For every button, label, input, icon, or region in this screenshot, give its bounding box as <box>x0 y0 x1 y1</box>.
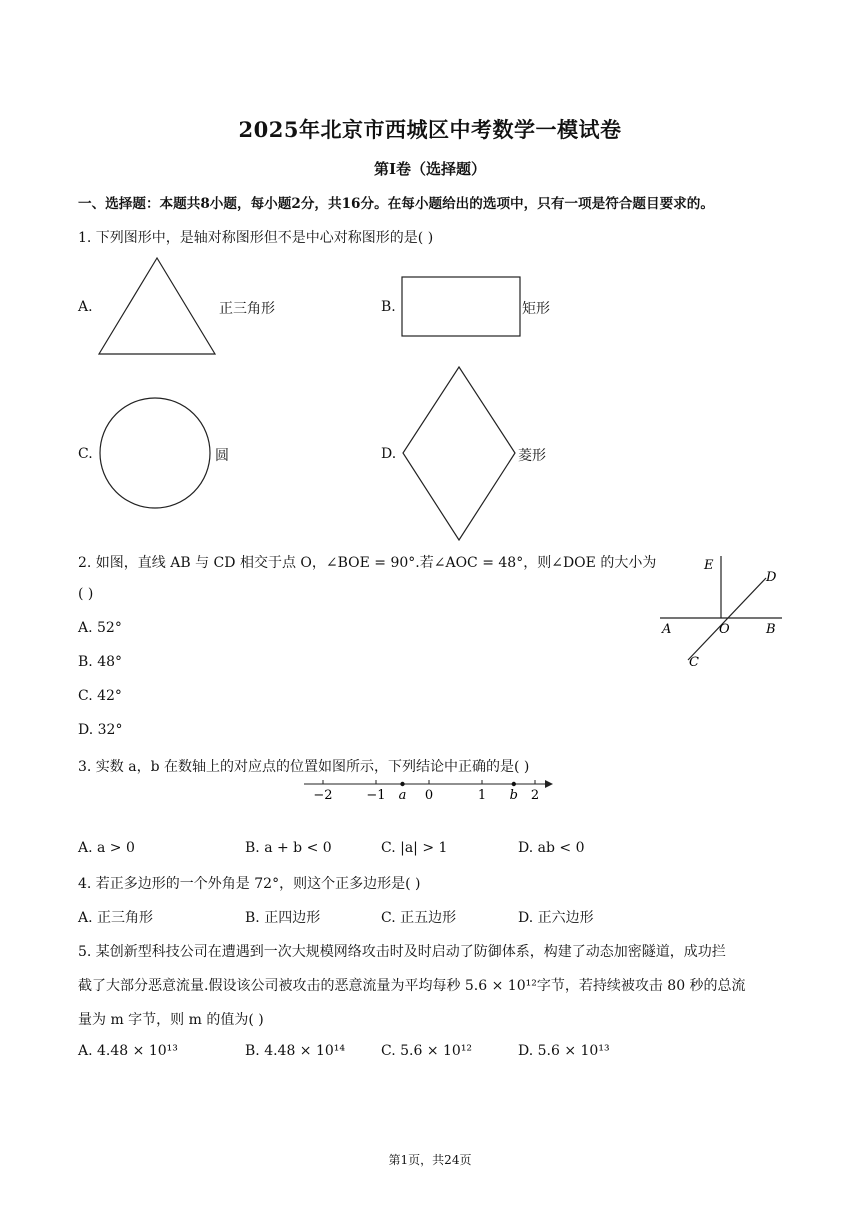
question-2-stem-line1: 2. 如图，直线 AB 与 CD 相交于点 O，∠BOE = 90°.若∠AOC = 48°，则∠DOE 的大小为 <box>78 555 657 571</box>
page-title: 2025年北京市西城区中考数学一模试卷 <box>238 117 622 142</box>
q5-option-c: C. 5.6 × 10¹² <box>381 1043 473 1059</box>
section-header: 一、选择题：本题共8小题，每小题2分，共16分。在每小题给出的选项中，只有一项是符合题目要求的。 <box>78 196 714 212</box>
number-line-point-label: a <box>398 788 407 803</box>
label-c: C <box>689 655 699 670</box>
q5-option-b: B. 4.48 × 10¹⁴ <box>245 1043 346 1059</box>
q3-option-c: C. |a| > 1 <box>381 840 448 856</box>
q4-option-d: D. 正六边形 <box>518 910 594 926</box>
section-subtitle: 第Ⅰ卷（选择题） <box>373 160 487 178</box>
q2-option-c: C. 42° <box>78 688 122 704</box>
label-a: A <box>662 622 672 637</box>
question-1-stem: 1. 下列图形中，是轴对称图形但不是中心对称图形的是( ) <box>78 230 434 246</box>
question-4-stem: 4. 若正多边形的一个外角是 72°，则这个正多边形是( ) <box>78 876 421 892</box>
q2-option-b: B. 48° <box>78 654 123 670</box>
q4-option-c: C. 正五边形 <box>381 910 457 926</box>
number-line-tick-label: 0 <box>424 788 434 803</box>
label-b: B <box>766 622 776 637</box>
number-line-point <box>400 782 404 786</box>
q4-option-b: B. 正四边形 <box>245 910 321 926</box>
number-line-tick-label: 2 <box>530 788 540 803</box>
q1-option-a-letter: A. <box>78 299 93 315</box>
number-line-tick-label: −1 <box>366 788 386 803</box>
number-line-point <box>512 782 516 786</box>
q1-option-d-caption: 菱形 <box>518 448 546 464</box>
q1-option-c-caption: 圆 <box>215 448 229 464</box>
q1-option-b-caption: 矩形 <box>522 301 550 317</box>
q1-option-b-letter: B. <box>381 299 396 315</box>
q5-option-d: D. 5.6 × 10¹³ <box>518 1043 610 1059</box>
page-footer: 第1页，共24页 <box>388 1153 472 1167</box>
label-o: O <box>719 622 730 637</box>
label-e: E <box>704 558 714 573</box>
number-line-tick-label: −2 <box>313 788 333 803</box>
q1-option-d-letter: D. <box>381 446 397 462</box>
question-5-line2: 截了大部分恶意流量.假设该公司被攻击的恶意流量为平均每秒 5.6 × 10¹²字节，若持续被攻击 80 秒的总流 <box>78 978 746 994</box>
number-line-tick-label: 1 <box>477 788 487 803</box>
number-line-arrow <box>545 780 553 788</box>
question-5-line1: 5. 某创新型科技公司在遭遇到一次大规模网络攻击时及时启动了防御体系，构建了动态加密隧道，成功拦 <box>78 944 726 960</box>
q1-option-a-caption: 正三角形 <box>219 301 275 317</box>
number-line-point-label: b <box>509 788 518 803</box>
q1-option-c-letter: C. <box>78 446 93 462</box>
question-2-stem-line2: ( ) <box>78 586 94 602</box>
q3-option-a: A. a > 0 <box>78 840 135 856</box>
q3-option-b: B. a + b < 0 <box>245 840 332 856</box>
q2-option-d: D. 32° <box>78 722 123 738</box>
label-d: D <box>766 570 777 585</box>
q3-option-d: D. ab < 0 <box>518 840 585 856</box>
q4-option-a: A. 正三角形 <box>78 910 154 926</box>
q5-option-a: A. 4.48 × 10¹³ <box>78 1043 178 1059</box>
question-5-line3: 量为 m 字节，则 m 的值为( ) <box>78 1012 264 1028</box>
q2-option-a: A. 52° <box>78 620 122 636</box>
question-3-stem: 3. 实数 a，b 在数轴上的对应点的位置如图所示，下列结论中正确的是( ) <box>78 759 530 775</box>
